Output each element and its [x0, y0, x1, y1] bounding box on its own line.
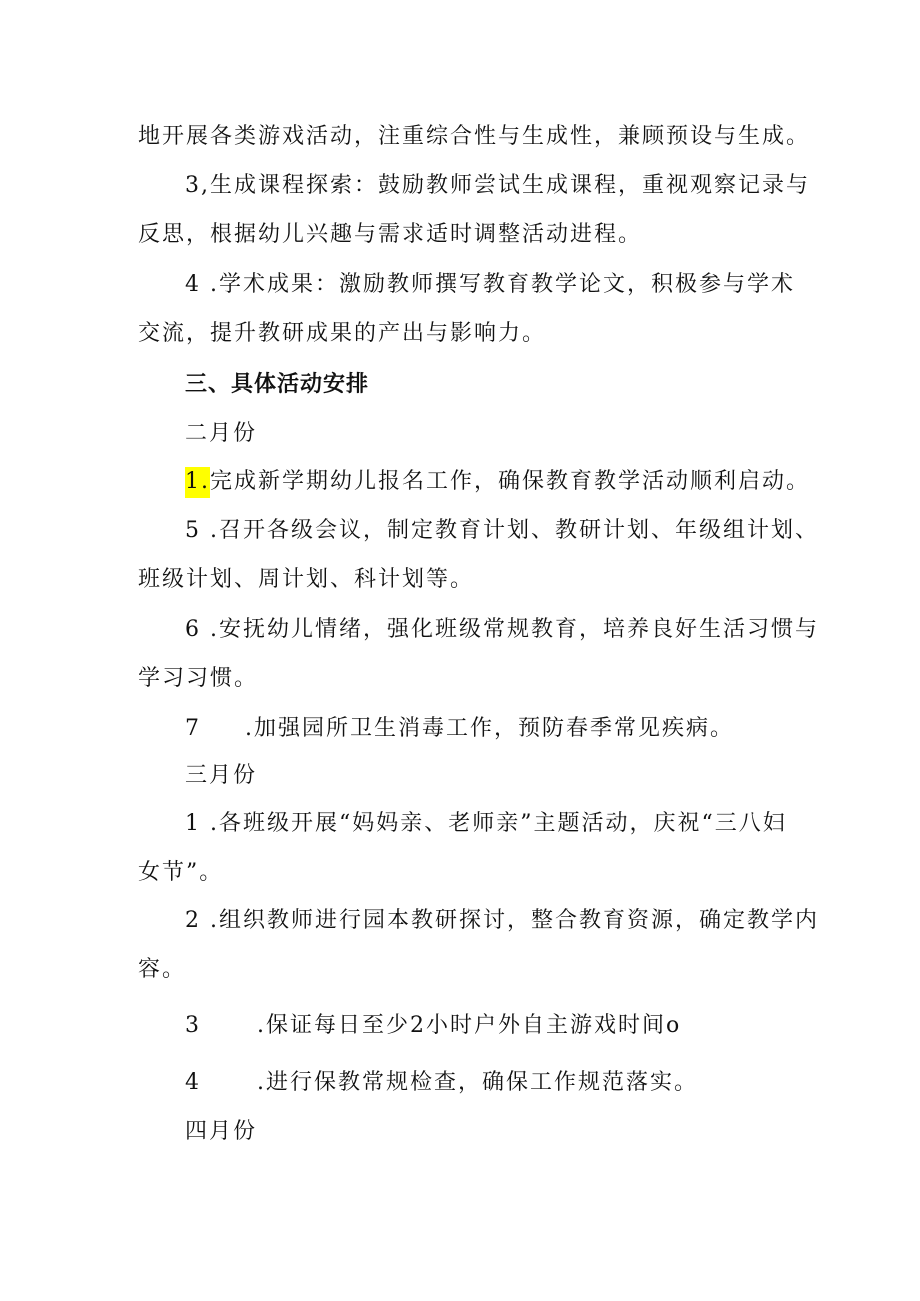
highlighted-item-number: 1.	[185, 467, 210, 498]
list-item-line: 2 .组织教师进行园本教研探讨，整合教育资源，确定教学内	[185, 908, 819, 933]
list-item-line: 6 .安抚幼儿情绪，强化班级常规教育，培养良好生活习惯与	[185, 617, 819, 642]
list-item-text: .进行保教常规检查，确保工作规范落实。	[257, 1070, 698, 1095]
list-item-line: 班级计划、周计划、科计划等。	[138, 567, 475, 592]
month-title-feb: 二月份	[185, 421, 258, 446]
paragraph-line: 地开展各类游戏活动，注重综合性与生成性，兼顾预设与生成。	[138, 124, 811, 149]
list-item-number: 4	[185, 1070, 201, 1095]
month-title-mar: 三月份	[185, 763, 258, 788]
list-item	[185, 1011, 681, 1041]
list-item-line: 学习习惯。	[138, 666, 259, 691]
list-item-line: 5 .召开各级会议，制定教育计划、教研计划、年级组计划、	[185, 518, 819, 543]
list-item	[185, 714, 734, 744]
list-item	[185, 1068, 698, 1098]
paragraph-line: 反思，根据幼儿兴趣与需求适时调整活动进程。	[138, 222, 643, 247]
list-item-line: 1 .各班级开展“妈妈亲、老师亲”主题活动，庆祝“三八妇	[185, 811, 787, 836]
list-item-text: 完成新学期幼儿报名工作，确保教育教学活动顺利启动。	[210, 469, 811, 494]
month-title-apr: 四月份	[185, 1119, 258, 1144]
list-item-line: 女节”。	[138, 860, 224, 885]
list-item-number: 3	[185, 1013, 201, 1038]
list-item-line: 容。	[138, 957, 187, 982]
list-item-number: 7	[185, 716, 201, 741]
list-item-text: .保证每日至少2小时户外自主游戏时间o	[257, 1013, 682, 1038]
list-item	[185, 467, 810, 497]
paragraph-line: 交流，提升教研成果的产出与影响力。	[138, 321, 547, 346]
list-item-text: .加强园所卫生消毒工作，预防春季常见疾病。	[245, 716, 734, 741]
paragraph-line: 4 .学术成果：激励教师撰写教育教学论文，积极参与学术	[185, 272, 795, 297]
paragraph-line: 3,生成课程探索：鼓励教师尝试生成课程，重视观察记录与	[185, 173, 810, 198]
section-heading: 三、具体活动安排	[185, 372, 370, 397]
